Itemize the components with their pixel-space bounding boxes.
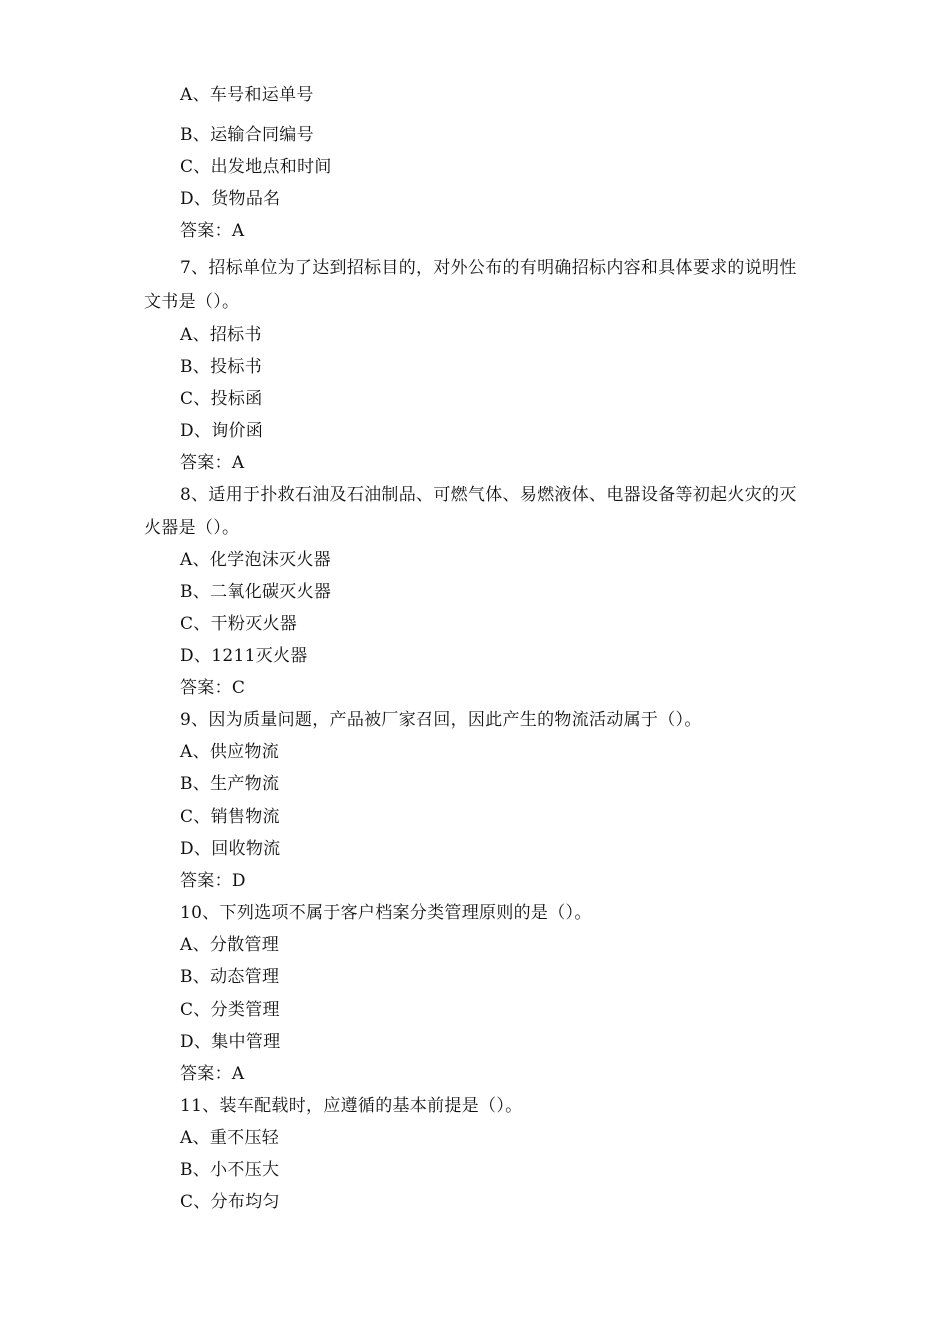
question-continuation: 文书是（）。 [144, 292, 240, 312]
option-line: C、出发地点和时间 [180, 157, 332, 177]
option-line: A、招标书 [180, 325, 262, 345]
option-line: B、二氧化碳灭火器 [180, 582, 332, 602]
question-line: 7、招标单位为了达到招标目的，对外公布的有明确招标内容和具体要求的说明性 [180, 258, 797, 278]
option-line: A、车号和运单号 [180, 85, 314, 105]
option-line: A、分散管理 [180, 935, 280, 955]
option-line: C、分布均匀 [180, 1192, 280, 1212]
option-line: D、货物品名 [180, 189, 281, 209]
answer-line: 答案：A [180, 1064, 245, 1084]
option-line: C、投标函 [180, 389, 263, 409]
option-line: C、干粉灭火器 [180, 614, 298, 634]
question-continuation: 火器是（）。 [144, 518, 240, 538]
option-line: B、运输合同编号 [180, 125, 314, 145]
answer-line: 答案：D [180, 871, 246, 891]
option-line: A、供应物流 [180, 742, 280, 762]
option-line: D、回收物流 [180, 839, 281, 859]
option-line: B、动态管理 [180, 967, 280, 987]
option-line: D、集中管理 [180, 1032, 281, 1052]
option-line: D、1211灭火器 [180, 646, 308, 666]
option-line: B、小不压大 [180, 1160, 280, 1180]
question-line: 8、适用于扑救石油及石油制品、可燃气体、易燃液体、电器设备等初起火灾的灭 [180, 485, 797, 505]
answer-line: 答案：C [180, 678, 246, 698]
option-line: B、投标书 [180, 357, 262, 377]
option-line: B、生产物流 [180, 774, 280, 794]
option-line: C、销售物流 [180, 807, 280, 827]
option-line: D、询价函 [180, 421, 264, 441]
question-line: 10、下列选项不属于客户档案分类管理原则的是（）。 [180, 903, 592, 923]
option-line: C、分类管理 [180, 1000, 280, 1020]
option-line: A、化学泡沫灭火器 [180, 550, 331, 570]
question-line: 11、装车配载时，应遵循的基本前提是（）。 [180, 1096, 523, 1116]
question-line: 9、因为质量问题，产品被厂家召回，因此产生的物流活动属于（）。 [180, 710, 702, 730]
answer-line: 答案：A [180, 453, 245, 473]
option-line: A、重不压轻 [180, 1128, 280, 1148]
answer-line: 答案：A [180, 221, 245, 241]
